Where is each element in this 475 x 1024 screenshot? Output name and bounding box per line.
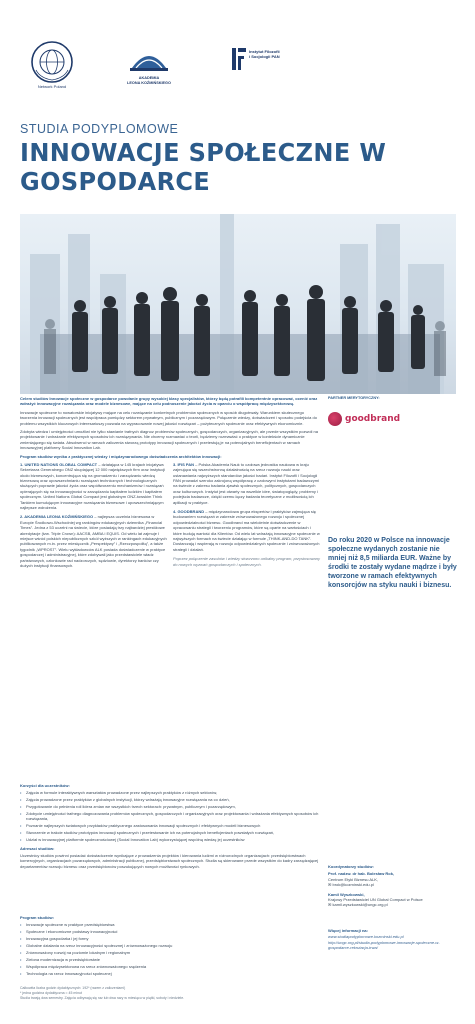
partner-title: 1. UNITED NATIONS GLOBAL COMPACT — [20, 461, 98, 467]
list-item: • Globalne działania na rzecz innowacyjności społecznej i zrównoważonego rozwoju — [20, 943, 320, 948]
footnote-line: Całkowita liczba godzin dydaktycznych: 192* (razem z zaliczeniami) — [20, 986, 126, 990]
partner-title: 2. AKADEMIA LEONA KOŹMIŃSKIEGO — [20, 514, 94, 520]
list-item: • Innowacje społeczne w praktyce przedsiębiorstwa — [20, 922, 320, 927]
footnote — [20, 986, 320, 1001]
coordinator-1 — [328, 871, 458, 887]
page-title: INNOWACJE SPOŁECZNE W GOSPODARCE — [20, 138, 387, 196]
list-item: • Innowacyjna gospodarka i jej formy — [20, 936, 320, 941]
coordinator-name: Prof. nadzw. dr hab. Bolesław Rok, — [328, 871, 395, 877]
addressees-text: Uczestnicy studiów powinni posiadać doświadczenie wynikające z prowadzenia projektów i kierowania ludźmi w różnorodnych organizacjach: przedsiębiorstwach komercyjnych, organizacjach pozarządowych, administracji publicznej, przedsiębiorstwach społecznych. Studia są skierowane przede wszystkim do kadry zarządzającej departamentów rozwoju biznesu oraz przedsiębiorców poszukujących nowych możliwości rynkowych. — [20, 852, 319, 869]
list-item: • Zajęcia w formule interaktywnych warsztatów prowadzone przez najlepszych praktyków z różnych sektorów, — [20, 790, 320, 795]
coordinators-section — [328, 864, 458, 912]
addressees-heading: Adresaci studiów: — [20, 845, 55, 851]
coordinator-email-row: ✉ kamil.wyszkowski@ungc.org.pl — [328, 902, 388, 908]
global-compact-caption: Network Poland — [37, 84, 67, 89]
benefits-section — [20, 780, 320, 869]
list-item: • Poznanie najlepszych światowych przykładów praktycznego zastosowania innowacji społecznych i efektywnych modeli biznesowych — [20, 823, 320, 828]
partners-column-left — [20, 462, 167, 572]
partner-text: – Polska Akademia Nauk to czołowa jednostka naukowa w kraju zajmująca się wszechstronną działalnością na rzecz rozwoju nauki oraz ustanawiania najwyższych standardów jakości badań. Instytut Filozofii i Socjologii PAN prowadzi szeroko zakrojoną współpracę z czołowymi instytutami badawczymi na świecie z zakresu badania zjawisk społecznych, politycznych, gospodarczych oraz kulturowych. Instytut jest otwarty na wszelkie idee, światopoglądy, problemy i podejścia badawcze, dzięki czemu łączy badania teoretyczne z możliwością ich aplikacji w praktyce. — [173, 461, 319, 505]
intro-paragraph-2: Zdobyta wiedza i umiejętności umożliwi nie tylko stawianie trafnych diagnoz problemów społecznych, gospodarczych, organizacyjnych, ale przede wszystkim pozwoli na projektowanie i wdrażanie efektywnych sposobów ich rozwiązywania. Nie chcemy rozmawiać o teorii, będziemy rozmawiać o praktyce w kontekście dynamicznie zmieniającego się świata. Absolwenci w ramach zaliczenia stworzą prototypy innowacji społecznych i przetestują je na potencjalnych beneficjentach w ramach innowacyjnej platformy Social Innovation Lab. — [20, 428, 318, 451]
partners-section — [20, 462, 320, 572]
partner-text: – działająca w 145 krajach inicjatywa Sekretarza Generalnego ONZ skupiającej 12 000 największych firm oraz instytucji około biznesowych, koncentrująca się na gromadzeniu i zarządzaniu wiedzą biznesową oraz upowszechnianiu rozwiązań technicznych i technologicznych służących poprawie jakości życia oraz współtworzeniu mechanizmów i rozwiązań opierających się na innowacyjności w zarządzaniu kapitałem ludzkim i kapitałem społecznym. United Nations Global Compact jest globalnym ONZ-towskim Think Tankiem kumulującym innowacyjne rozwiązania biznesowe i upowszechniającym najlepsze wdrożenia. — [20, 461, 166, 511]
partner-label: PARTNER MERYTORYCZNY: — [328, 396, 380, 400]
partners-column-right — [173, 462, 320, 572]
coordinator-name: Kamil Wyszkowski, — [328, 891, 365, 897]
partner-title: 3. IFIS PAN — [173, 461, 195, 467]
list-item: • Technologia na rzecz innowacyjności społecznej — [20, 971, 320, 976]
ifis-line-1: Instytut Filozofii — [249, 49, 280, 54]
footnote-line: Studia trwają dwa semestry. Zajęcia odbywają się raz lub dwa razy w miesiącu w piątki, soboty i niedziele. — [20, 995, 185, 1000]
partner-item — [20, 462, 167, 511]
ifis-logo — [232, 48, 246, 70]
list-item: • Udział w innowacyjnej platformie społecznościowej (Social Innovation Lab) wykorzystującej wspólną wiedzę jej uczestników — [20, 837, 320, 842]
program-list — [20, 922, 320, 976]
partner-text: – międzynarodowa grupa ekspertów i praktyków zajmująca się budowaniem rozwiązań w zakresie zrównoważonego rozwoju i społecznej odpowiedzialności biznesu. Goodbrand ma wieloletnie doświadczenie w opracowaniu strategii i tworzeniu programów, które są oparte na wartościach i które budują wartość dla Klientów. Od wielu lat wdrażają innowacyjne społecznie w najwyższych formach na świecie działając w formule „THINK-AND-DO TANK”. Dostarczają i wspierają w rozwoju odpowiedzialnych społecznie i zrównoważonych strategii i działań. — [173, 509, 320, 552]
goodbrand-logo — [328, 412, 458, 426]
alk-logo-text: AKADEMIA LEONA KOŹMIŃSKIEGO — [127, 76, 171, 85]
coordinator-org: Krajowy Przedstawiciel UN Global Compact w Polsce — [328, 896, 423, 902]
more-info-link-1[interactable]: www.studiapodyplomowe.kozminski.edu.pl — [328, 934, 404, 940]
right-column — [328, 396, 458, 426]
logo-bar — [0, 36, 475, 106]
goodbrand-wordmark: goodbrand — [345, 414, 401, 424]
benefits-list — [20, 790, 320, 842]
program-intro: Program studiów wynika z praktycznej wiedzy i międzynarodowego doświadczenia architektów innowacji: — [20, 453, 222, 459]
more-info-link-2[interactable]: http://ungc.org.pl/studia-podyplomowe-innowacje-spoleczne-w-gospodarce-rekrutacja-trwa/ — [328, 939, 440, 951]
partner-title: 4. GOODBRAND — [173, 509, 205, 515]
partner-item — [173, 462, 320, 505]
list-item: • Społeczne i ekonomiczne podstawy innowacyjności — [20, 929, 320, 934]
kicker: STUDIA PODYPLOMOWE — [20, 122, 179, 136]
funding-callout: Do roku 2020 w Polsce na innowacje społeczne wydanych zostanie nie mniej niż 8,5 miliarda EUR. Ważne by środki te zostały wydane mądrze i były tworzone w ramach efektywnych konsorcjów na styku nauki i biznesu. — [328, 537, 457, 590]
ifis-logo-text — [249, 50, 280, 60]
coordinator-2 — [328, 892, 458, 908]
partner-item — [173, 509, 320, 552]
program-heading: Program studiów: — [20, 915, 55, 920]
hero-image — [20, 214, 456, 394]
business-crowd-illustration — [20, 214, 456, 394]
list-item: • Stworzenie w trakcie studiów prototypów innowacji społecznych i przetestowanie ich na potencjalnych beneficjentach powstałych rozwiązań, — [20, 830, 320, 835]
list-item: • Zdobycie umiejętności trafnego diagnozowania problemów społecznych, gospodarczych i organizacyjnych oraz projektowania i wdrażania efektywnych sposobów ich rozwiązania, — [20, 811, 320, 822]
global-compact-logo — [30, 40, 74, 84]
partner-summary: Poprzez połączenie zasobów i wiedzy stworzono unikalny program, przystosowany do nowych wyzwań gospodarczych i społecznych. — [173, 556, 320, 567]
list-item: • Zajęcia prowadzone przez praktyków z globalnych instytucji, którzy wdrażają innowacyjne rozwiązania na co dzień, — [20, 797, 320, 802]
list-item: • Współpraca międzysektorowa na rzecz zrównoważonego rządzenia — [20, 964, 320, 969]
main-column — [20, 396, 320, 572]
program-section — [20, 912, 320, 978]
coordinator-email[interactable]: brok@kozminski.edu.pl — [332, 882, 374, 888]
footnote-line: * jedna godzina dydaktyczna = 45 minut — [20, 990, 82, 995]
list-item: • Przygotowanie do pełnienia roli lidera zmian we wszystkich trzech sektorach: prywatnym, publicznym i pozarządowym, — [20, 804, 320, 809]
intro-paragraph-1: Innowacje społeczne to nowatorskie inicjatywy mające na celu rozwiązanie konkretnych problemów społecznych w sposób długotrwały. Warunkiem skutecznego tworzenia innowacji społecznych jest współpraca pomiędzy sektorem prywatnym, publicznym i pozarządowym. Połączenie wiedzy, doświadczeń i sposobu podejścia do problemu wszystkich kluczowych interesariuszy pozwala na wypracowanie nowej jakości rozwiązań – pożytecznych społecznie oraz efektywnych ekonomicznie. — [20, 409, 317, 426]
coordinator-org: Centrum Etyki Biznesu ALK, — [328, 876, 379, 882]
partner-text: – najlepsza uczelnia biznesowa w Europie Środkowo-Wschodniej wg rankingów edukacyjnych dziennika „Financial Times”. Jedna z 53 uczelni na świecie, które posiadają trzy najbardziej prestiżowe akredytacje (tzw. Triple Crown): AACSB, AMBA i EQUIS. Od wielu lat zajmuje I miejsce wśród polskich niepublicznych szkół wyższych w rankingach edukacyjnych publikowanych m.in. przez miesięcznik „Perspektywy” i „Rzeczpospolitą”, a także tygodnik „WPROST”. Wielu wykładowców ALK posiada doświadczenie w praktyce gospodarczej i administracyjnej, które zdobywali jako przedstawiciele władz państwowych, członkowie rad nadzorczych, sędziowie, dyrektorzy banków czy dużych instytucji finansowych. — [20, 514, 167, 568]
goodbrand-mark-icon — [328, 412, 342, 426]
more-info-section — [328, 928, 458, 951]
coordinator-email-row: ✉ brok@kozminski.edu.pl — [328, 882, 374, 888]
benefits-heading: Korzyści dla uczestników: — [20, 783, 70, 788]
ifis-line-2: i Socjologii PAN — [249, 53, 280, 59]
intro-lead: Celem studiów Innowacje społeczne w gospodarce powołanie grupy wysokiej klasy specjalistów, którzy będą potrafili kompetentnie opracować, ocenić oraz wdrażyć innowacyjne rozwiązania oraz modele biznesowe, mające na celu podnoszenie jakości życia w oparciu o współpracę międzysektorową. — [20, 396, 318, 407]
coordinator-email[interactable]: kamil.wyszkowski@ungc.org.pl — [332, 902, 388, 908]
coordinators-heading: Koordynatorzy studiów: — [328, 864, 374, 869]
partner-item — [20, 514, 167, 568]
more-info-heading: Więcej informacji na: — [328, 928, 368, 933]
list-item: • Zielona modernizacja w przedsiębiorstwie — [20, 957, 320, 962]
alk-logo — [126, 42, 172, 74]
list-item: • Zrównoważony rozwój na poziomie lokalnym i regionalnym — [20, 950, 320, 955]
